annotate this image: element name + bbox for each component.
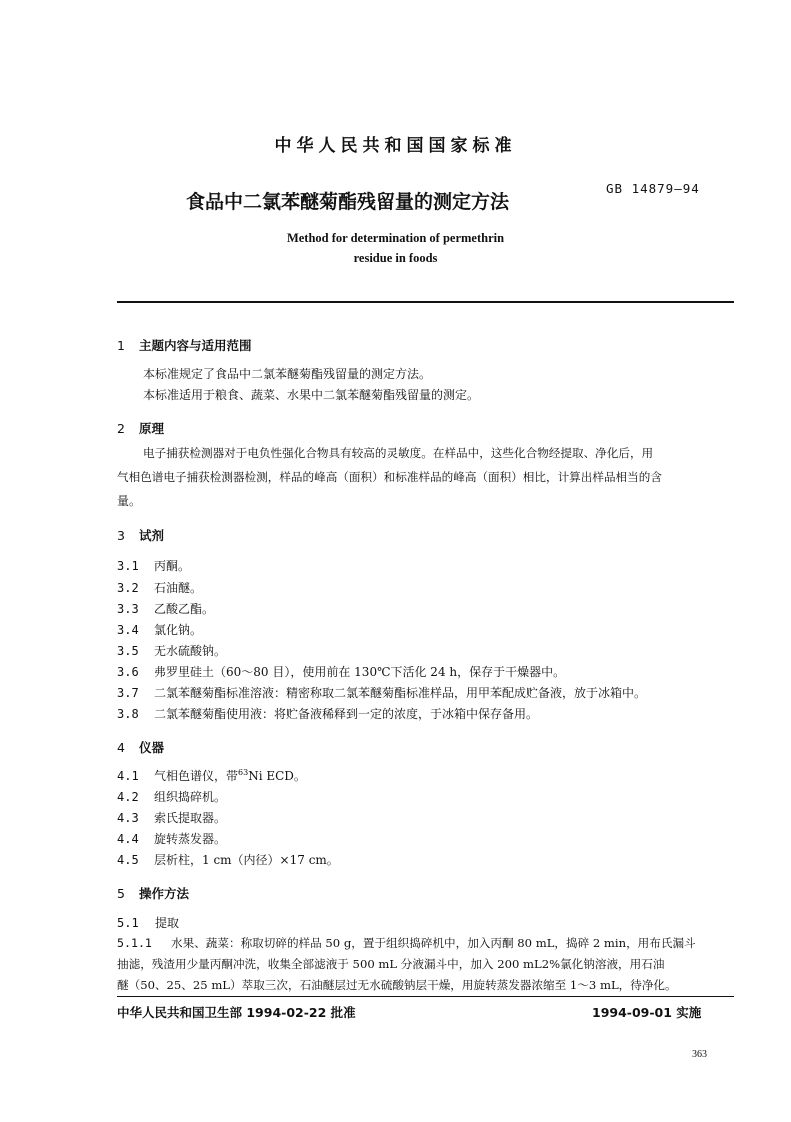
- section-1-title: 主题内容与适用范围: [139, 338, 252, 353]
- header-divider: [117, 301, 734, 303]
- section-1-heading: [117, 336, 252, 354]
- effective-date: 1994-09-01 实施: [592, 1005, 702, 1020]
- section-4-heading: [117, 738, 164, 756]
- approval-line: 中华人民共和国卫生部 1994-02-22 批准: [117, 1005, 356, 1020]
- section-1-paragraph-2: 本标准适用于粮食、蔬菜、水果中二氯苯醚菊酯残留量的测定。: [143, 388, 480, 402]
- reagent-item: 3.8 二氯苯醚菊酯使用液：将贮备液稀释到一定的浓度，于冰箱中保存备用。: [117, 707, 539, 721]
- section-3-title: 试剂: [139, 528, 165, 543]
- section-5-number: 5: [117, 886, 125, 901]
- section-2-heading: [117, 419, 164, 437]
- reagent-item: 3.7 二氯苯醚菊酯标准溶液：精密称取二氯苯醚菊酯标准样品，用甲苯配成贮备液，放于冰箱中。: [117, 686, 647, 700]
- instrument-item: 4.1 气相色谱仪，带$^{63}$Ni ECD。: [117, 768, 306, 783]
- section-5-heading: [117, 884, 189, 902]
- page-number: 363: [692, 1049, 707, 1060]
- standard-code: GB 14879—94: [606, 181, 700, 196]
- section-3-number: 3: [117, 528, 125, 543]
- section-1-paragraph-1: 本标准规定了食品中二氯苯醚菊酯残留量的测定方法。: [143, 367, 432, 381]
- instrument-item: 4.3 索氏提取器。: [117, 811, 227, 825]
- section-5-1-1-line-1: 5.1.1 水果、蔬菜：称取切碎的样品 50 g，置于组织捣碎机中，加入丙酮 80 mL，捣碎 2 min，用布氏漏斗: [117, 936, 696, 950]
- section-5-1-1-line-2: 抽滤，残渣用少量丙酮冲洗，收集全部滤液于 500 mL 分液漏斗中，加入 200 mL2%氯化钠溶液，用石油: [117, 957, 665, 971]
- instrument-item: 4.4 旋转蒸发器。: [117, 832, 227, 846]
- reagent-item: 3.4 氯化钠。: [117, 623, 203, 637]
- reagent-item: 3.5 无水硫酸钠。: [117, 644, 227, 658]
- section-4-number: 4: [117, 740, 125, 755]
- section-2-line-1: 电子捕获检测器对于电负性强化合物具有较高的灵敏度。在样品中，这些化合物经提取、净化后，用: [143, 446, 654, 460]
- reagent-item: 3.6 弗罗里硅土（60～80 目），使用前在 130℃下活化 24 h，保存于干燥器中。: [117, 665, 566, 679]
- footer-divider: [117, 996, 734, 997]
- reagent-item: 3.3 乙酸乙酯。: [117, 602, 215, 616]
- instrument-item: 4.2 组织捣碎机。: [117, 790, 227, 804]
- instrument-item: 4.5 层析柱，1 cm（内径）×17 cm。: [117, 853, 339, 867]
- section-1-number: 1: [117, 338, 125, 353]
- subsection-5-1: 5.1 提取: [117, 916, 180, 930]
- reagent-item: 3.1 丙酮。: [117, 559, 191, 573]
- section-2-number: 2: [117, 421, 125, 436]
- reagent-item: 3.2 石油醚。: [117, 581, 203, 595]
- section-5-1-1-line-3: 醚（50、25、25 mL）萃取三次，石油醚层过无水硫酸钠层干燥，用旋转蒸发器浓缩至 1～3 mL，待净化。: [117, 978, 677, 992]
- section-2-line-3: 量。: [117, 494, 142, 508]
- document-title-cn: 食品中二氯苯醚菊酯残留量的测定方法: [186, 191, 510, 213]
- section-2-line-2: 气相色谱电子捕获检测器检测，样品的峰高（面积）和标准样品的峰高（面积）相比，计算出样品相当的含: [117, 470, 662, 484]
- section-4-title: 仪器: [139, 740, 165, 755]
- document-title-en-line2: residue in foods: [353, 251, 438, 265]
- section-2-title: 原理: [139, 421, 165, 436]
- national-standard-heading: 中华人民共和国国家标准: [274, 136, 517, 156]
- section-5-title: 操作方法: [139, 886, 190, 901]
- document-title-en-line1: Method for determination of permethrin: [286, 231, 505, 245]
- section-3-heading: [117, 526, 164, 544]
